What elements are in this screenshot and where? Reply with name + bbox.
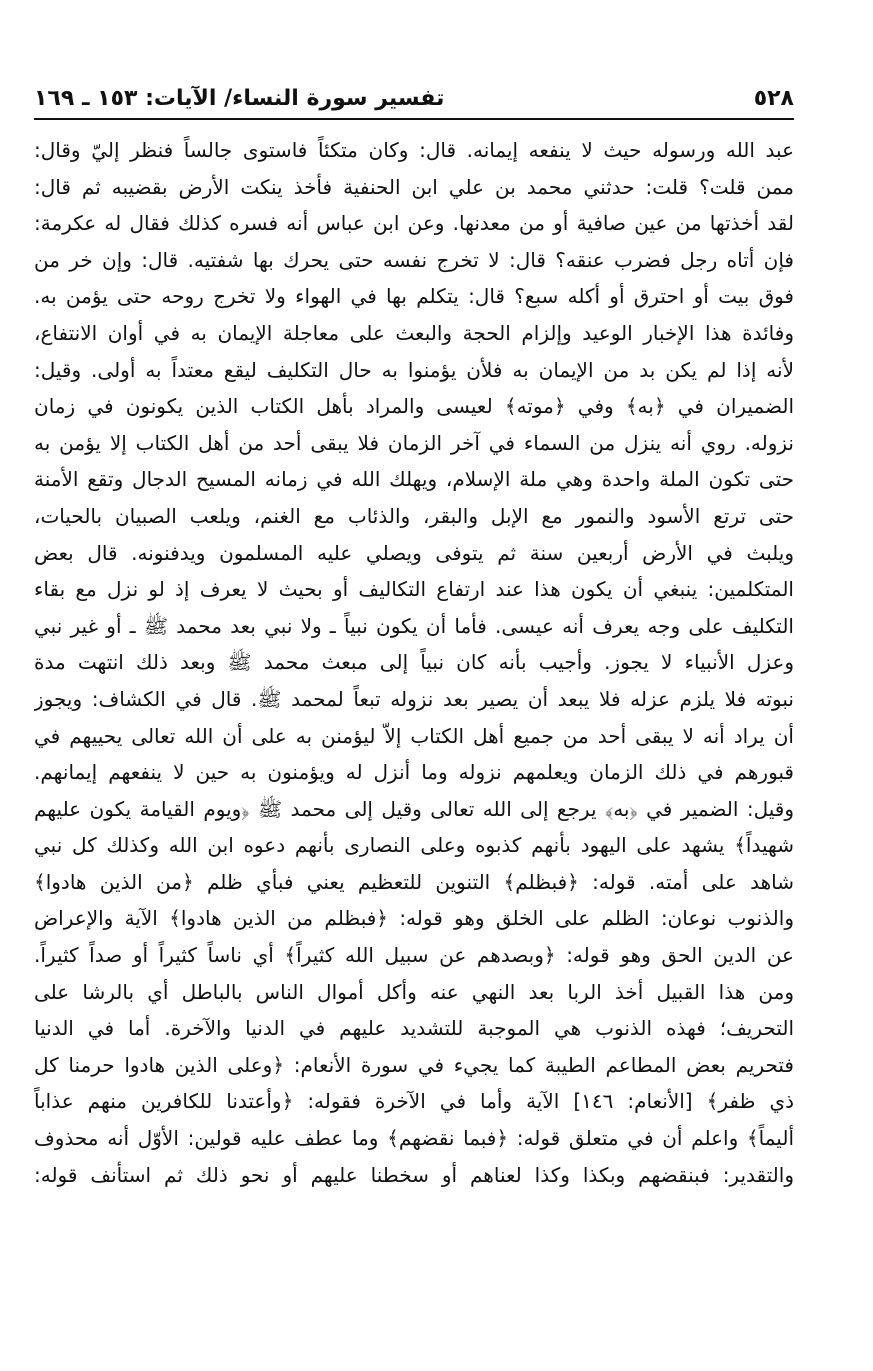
text-line: لقد أخذتها من عين صافية أو من معدنها. وعن ابن عباس أنه فسره كذلك فقال له عكرمة: <box>34 211 794 236</box>
text-line: حتى تكون الملة واحدة وهي ملة الإسلام، ويهلك الله في زمانه المسيح الدجال وتقع الأمنة <box>34 467 794 492</box>
text-line: فإن أتاه رجل فضرب عنقه؟ قال: لا تخرج نفسه حتى يحرك بها شفتيه. قال: وإن خر من <box>34 247 794 272</box>
text-line: عبد الله ورسوله حيث لا ينفعه إيمانه. قال: وكان متكئاً فاستوى جالساً فنظر إليّ وقال: <box>34 138 794 162</box>
text-line <box>34 1230 794 1267</box>
text-line <box>34 1266 794 1303</box>
text-line: نزوله. روي أنه ينزل من السماء في آخر الزمان فلا يبقى أحد من أهل الكتاب إلا يؤمن به <box>34 430 794 455</box>
text-line: ويلبث في الأرض أربعين سنة ثم يتوفى ويصلي عليه المسلمون ويدفنونه. قال بعض <box>34 540 794 565</box>
text-line: الضميران في ﴿به﴾ وفي ﴿موته﴾ لعيسى والمراد بأهل الكتاب الذين يكونون في زمان <box>34 394 794 419</box>
text-line: نبوته فلا يلزم عزله فلا يبعد أن يصير بعد نزوله تبعاً لمحمد ﷺ. قال في الكشاف: ويجوز <box>34 686 794 711</box>
header-rule <box>34 118 794 120</box>
text-line: والتقدير: فبنقضهم وبكذا وكذا لعناهم أو سخطنا عليهم أو نحو ذلك ثم استأنف قوله: <box>34 1162 794 1187</box>
page-header <box>34 86 794 116</box>
text-line: فتحريم بعض المطاعم الطيبة كما يجيء في سورة الأنعام: ﴿وعلى الذين هادوا حرمنا كل <box>34 1052 794 1077</box>
text-line: أليماً﴾ واعلم أن في متعلق قوله: ﴿فبما نقضهم﴾ وما عطف عليه قولين: الأوّل أنه محذوف <box>34 1126 794 1151</box>
text-line: وفائدة هذا الإخبار الوعيد وإلزام الحجة والبعث على معاجلة الإيمان به في أوان الانتفاع، <box>34 320 794 345</box>
text-line: لأنه إذا لم يكن بد من الإيمان به فلأن يؤمنوا به حال التكليف ليقع معتداً به أولى. وقيل: <box>34 357 794 382</box>
text-line: شاهد على أمته. قوله: ﴿فبظلم﴾ التنوين للتعظيم يعني فبأي ظلم ﴿من الذين هادوا﴾ <box>34 869 794 894</box>
text-line: المتكلمين: ينبغي أن يكون هذا عند ارتفاع التكاليف أو بحيث لا يعرف إذ لو نزل مع بقاء <box>34 577 794 602</box>
text-line: عن الدين الحق وهو قوله: ﴿وبصدهم عن سبيل الله كثيراً﴾ أي ناساً كثيراً أو صداً كثيراً. <box>34 943 794 968</box>
page-number: ٥٢٨ <box>753 86 794 111</box>
text-line: التكليف على وجه يعرف أنه عيسى. فأما أن يكون نبياً ـ ولا نبي بعد محمد ﷺ ـ أو غير نبي <box>34 613 794 638</box>
text-line: ذي ظفر﴾ [الأنعام: ١٤٦] الآية وأما في الآخرة فقوله: ﴿وأعتدنا للكافرين منهم عذاباً <box>34 1089 794 1114</box>
text-line: ممن قلت؟ قلت: حدثني محمد بن علي ابن الحنفية فأخذ ينكت الأرض بقضيبه ثم قال: <box>34 174 794 199</box>
document-page <box>34 0 794 1371</box>
text-line: التحريف؛ فهذه الذنوب هي الموجبة للتشديد عليهم في الدنيا والآخرة. أما في الدنيا <box>34 1016 794 1041</box>
text-line: شهيداً﴾ يشهد على اليهود بأنهم كذبوه وعلى النصارى بأنهم دعوه ابن الله وكذلك كل نبي <box>34 833 794 858</box>
running-title: تفسير سورة النساء/ الآيات: ١٥٣ ـ ١٦٩ <box>34 86 445 111</box>
text-line <box>34 1193 794 1230</box>
text-line: وعزل الأنبياء لا يجوز. وأجيب بأنه كان نبياً إلى مبعث محمد ﷺ وبعد ذلك انتهت مدة <box>34 650 794 675</box>
text-line: أن يراد أنه لا يبقى أحد من جميع أهل الكتاب إلاّ ليؤمنن به على أن الله تعالى يحييهم في <box>34 723 794 748</box>
text-line: حتى ترتع الأسود والنمور مع الإبل والبقر، والذئاب مع الغنم، ويلعب الصبيان بالحيات، <box>34 503 794 528</box>
text-line: وقيل: الضمير في ﴿به﴾ يرجع إلى الله تعالى وقيل إلى محمد ﷺ ﴿ويوم القيامة يكون عليهم <box>34 796 794 821</box>
text-line: والذنوب نوعان: الظلم على الخلق وهو قوله: ﴿فبظلم من الذين هادوا﴾ الآية والإعراض <box>34 906 794 931</box>
text-line: قبورهم في ذلك الزمان ويعلمهم نزوله وما أنزل له ويؤمنون به حين لا ينفعهم إيمانهم. <box>34 760 794 785</box>
text-line: فوق بيت أو احترق أو أكله سبع؟ قال: يتكلم بها في الهواء ولا تخرج روحه حتى يؤمن به. <box>34 284 794 309</box>
text-line: ومن هذا القبيل أخذ الربا بعد النهي عنه وأكل أموال الناس بالباطل أي بالرشا على <box>34 979 794 1004</box>
body-text <box>34 132 794 1303</box>
